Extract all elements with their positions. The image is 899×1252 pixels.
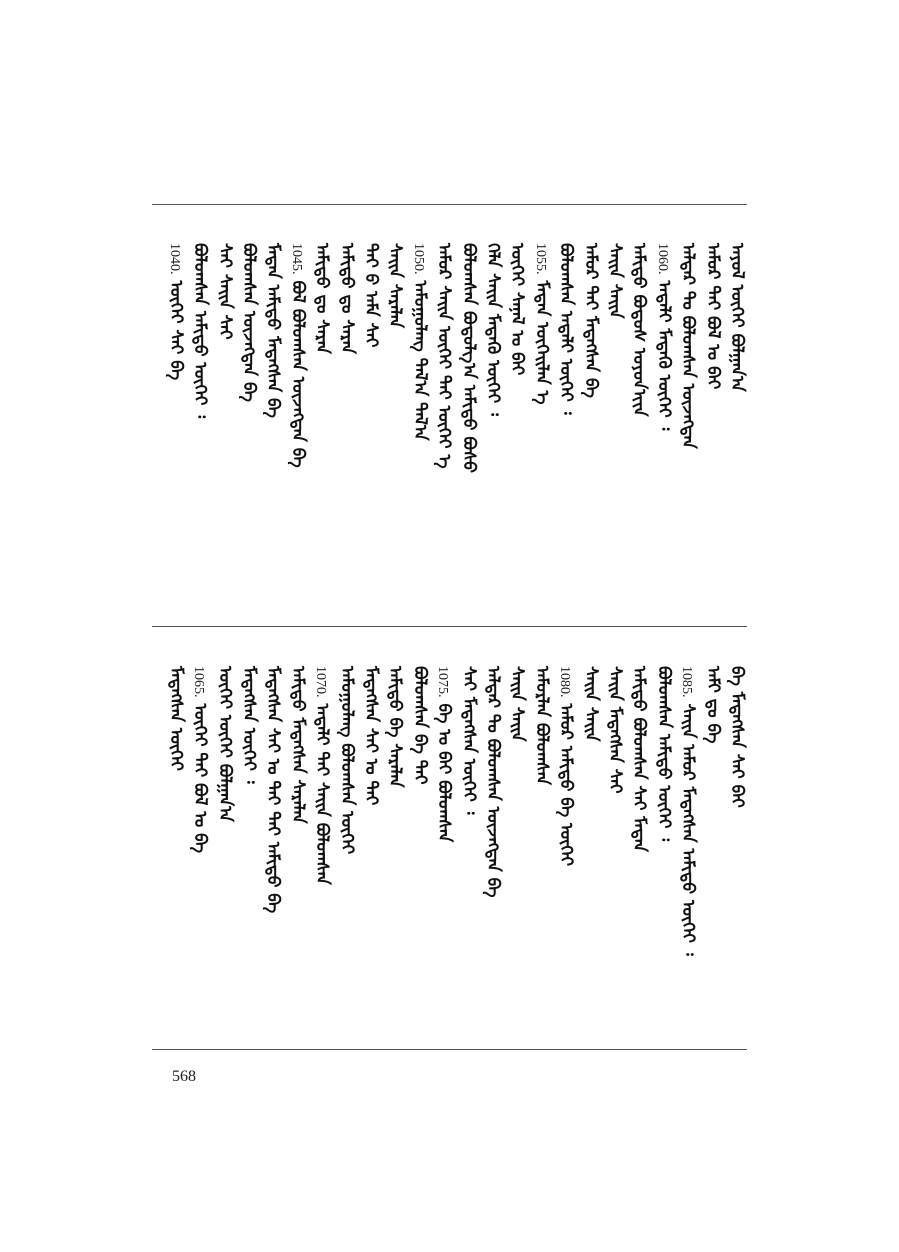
verse-text: ᠠᠮᠤᠷ ᠠᠮᠢᠳᠤ ᠪᠡ ᠦᠭᠡᠢ <box>556 703 577 867</box>
verse-text: ᠬᠡᠯᠡ ᠰᠠᠢᠨ ᠮᠡᠳᠡᠬᠦ ᠦᠭᠡᠢ ᠄ <box>483 243 503 416</box>
verse-text: ᠠᠮᠤᠷ ᠲᠠᠢ ᠪᠣᠯ ᠤ ᠪᠠᠢ <box>702 243 723 390</box>
verse-text: ᠦᠭᠡᠢ ᠰᠠᠨᠠᠯ ᠤ ᠪᠠᠢ <box>507 243 528 376</box>
top-rule <box>152 204 747 205</box>
verse-text: ᠰᠠᠢᠨ ᠠᠮᠤᠷ ᠮᠡᠳᠡᠭᠰᠡᠨ ᠠᠮᠢᠳᠤ ᠦᠭᠡᠢ ᠄ <box>678 703 699 956</box>
verse-line <box>580 666 602 741</box>
verse-text: ᠰᠠᠢᠨ ᠰᠠᠢᠨ <box>605 243 625 319</box>
verse-text: ᠮᠡᠳᠡᠭᠰᠡᠨ ᠦᠭᠡᠢ <box>165 666 186 771</box>
verse-line <box>336 666 358 854</box>
verse-text: ᠮᠡᠳᠡᠭᠰᠡᠨ ᠰᠠᠢ ᠤ ᠲᠠᠢ <box>361 666 381 806</box>
verse-line <box>628 243 650 417</box>
verse-text: ᠰᠠᠢᠨ ᠰᠠᠢᠨ <box>507 666 528 742</box>
verse-text: ᠮᠡᠳᠡᠭᠰᠡᠨ ᠰᠠᠢ ᠤ ᠲᠠᠢ ᠲᠠᠢ ᠠᠮᠢᠳᠤ ᠪᠠ <box>263 666 284 914</box>
verse-line <box>311 243 333 354</box>
verse-text: ᠮᠡᠳᠡᠭᠰᠡᠨ ᠦᠭᠡᠢ ᠄ <box>239 666 259 784</box>
verse-text: ᠲᠠᠢ ᠪ ᠠᠮᠠ ᠰᠠᠢ <box>361 243 381 348</box>
verse-text: ᠠᠳᠠᠯᠢ ᠲᠠᠢ ᠰᠠᠢᠨ ᠪᠣᠯᠤᠭᠰᠠᠨ <box>312 703 333 885</box>
line-number: 1050. <box>410 243 426 275</box>
verse-text: ᠦᠭᠡᠢ ᠰᠠᠢ ᠪᠡ <box>165 280 186 381</box>
verse-line <box>336 243 358 354</box>
verse-line <box>214 243 236 339</box>
verse-line <box>214 666 236 822</box>
verse-text: ᠪᠣᠯᠤᠭᠰᠠᠨ ᠠᠮᠢᠳᠤ ᠦᠭᠡᠢ ᠄ <box>190 243 211 419</box>
verse-line <box>604 243 626 318</box>
verse-text: ᠠᠶᠤᠯ ᠦᠭᠡᠢ ᠪᠤᠯᠭᠠᠨ᠎ᠠ <box>727 243 747 392</box>
verse-text: ᠰᠠᠢ ᠮᠡᠳᠡᠭᠰᠡᠨ ᠦᠭᠡᠢ ᠄ <box>458 666 479 815</box>
verse-line <box>311 666 333 885</box>
verse-line <box>726 243 748 392</box>
verse-line <box>506 666 528 741</box>
verse-line <box>531 243 553 405</box>
verse-line <box>384 243 406 328</box>
verse-line <box>531 666 553 785</box>
verse-text: ᠠᠮᠢᠳᠤ ᠳᠤ ᠰᠠᠷᠠᠨ <box>336 243 357 354</box>
verse-text: ᠪᠣᠯᠤᠭᠰᠠᠨ ᠪᠣᠳᠤᠯᠭ᠎ᠠ ᠠᠮᠢᠳᠤ ᠪᠤᠰᠤ <box>458 243 479 473</box>
verse-text: ᠠᠮᠢᠳᠤ ᠪᠣᠳᠤᠰ ᠣᠶᠤᠨ᠎ᠢᠢᠨ <box>629 243 650 417</box>
verse-line <box>482 666 504 898</box>
bottom-rule <box>152 1049 747 1050</box>
verse-text: ᠰᠠᠢᠨ ᠰᠠᠷᠠᠯᠠᠨ <box>385 243 406 328</box>
verse-text: ᠠᠮᠢᠳᠤ ᠪᠣᠯᠤᠭᠰᠠᠨ ᠰᠠᠢ ᠮᠡᠳᠡᠨ <box>629 666 650 852</box>
verse-line <box>702 666 724 743</box>
verse-text: ᠠᠯᠳᠠᠷ ᠲᠤ ᠪᠣᠯᠤᠭᠰᠠᠨ ᠦᠵᠡᠭᠳᠡᠨ ᠪᠡ <box>483 666 503 898</box>
verse-line <box>189 243 211 418</box>
verse-line <box>433 243 455 468</box>
verse-text: ᠠᠮᠢᠳᠤ ᠳᠤ ᠰᠠᠷᠠᠨ <box>312 243 333 354</box>
line-number: 1065. <box>191 666 207 698</box>
line-number: 1085. <box>679 666 695 698</box>
verse-text: ᠠᠮᠤᠭᠤᠯᠠᠩ ᠪᠣᠯᠤᠭᠰᠠᠨ ᠦᠭᠡᠢ <box>336 666 357 855</box>
line-number: 1060. <box>654 243 670 275</box>
verse-line <box>165 666 187 771</box>
verse-text: ᠰᠠᠢ ᠰᠠᠢᠨ ᠰᠠᠢ <box>214 243 235 340</box>
verse-line <box>580 243 602 398</box>
middle-rule <box>152 626 747 627</box>
verse-line <box>604 666 626 794</box>
verse-line <box>238 666 260 784</box>
verse-line <box>360 666 382 805</box>
line-number: 1040. <box>166 243 182 275</box>
verse-text: ᠠᠳᠠᠯᠢ ᠮᠡᠳᠡᠬᠦ ᠦᠭᠡᠢ ᠄ <box>653 280 674 431</box>
verse-text: ᠪᠣᠯᠤᠭᠰᠠᠨ ᠠᠳᠠᠯᠢ ᠦᠭᠡᠢ ᠄ <box>556 243 577 415</box>
verse-text: ᠦᠭᠡᠢ ᠲᠠᠢ ᠪᠣᠯ ᠤ ᠪᠡ <box>190 703 211 853</box>
verse-line <box>238 243 260 402</box>
verse-line <box>409 666 431 785</box>
verse-line <box>677 666 699 956</box>
verse-line <box>384 666 406 788</box>
verse-line <box>458 243 480 473</box>
verse-text: ᠰᠠᠢᠨ ᠮᠡᠳᠡᠭᠰᠡᠨ ᠰᠠᠢ <box>605 666 625 794</box>
verse-line <box>628 666 650 852</box>
verse-text: ᠪᠣᠯ ᠪᠣᠯᠤᠭᠰᠠᠨ ᠦᠵᠡᠭᠳᠡᠨ ᠪᠡ <box>287 280 308 468</box>
verse-line <box>506 243 528 375</box>
verse-line <box>726 666 748 808</box>
verse-line <box>702 243 724 389</box>
page-number: 568 <box>172 1068 196 1085</box>
verse-text: ᠪᠡ ᠮᠡᠳᠡᠭᠰᠡᠨ ᠰᠠᠢ ᠪᠠᠢ <box>727 666 747 808</box>
verse-line <box>360 243 382 347</box>
verse-text: ᠪᠡ ᠤ ᠪᠠᠢ ᠪᠣᠯᠤᠭᠰᠠᠨ <box>434 703 455 843</box>
verse-line <box>482 243 504 416</box>
verse-text: ᠦᠭᠡᠢ ᠦᠭᠡᠢ ᠪᠤᠯᠭᠠᠨ᠎ᠠ <box>214 666 235 822</box>
verse-line <box>677 243 699 449</box>
verse-text: ᠪᠣᠯᠤᠭᠰᠠᠨ ᠪᠠ ᠲᠠᠢ <box>409 666 430 785</box>
verse-text: ᠠᠮᠤᠷᠯᠠᠨ ᠪᠣᠯᠤᠭᠰᠠᠨ <box>531 666 552 785</box>
verse-text: ᠪᠣᠯᠤᠭᠰᠠᠨ ᠦᠵᠡᠭᠳᠡᠨ ᠪᠡ <box>239 243 259 402</box>
verse-line <box>165 243 187 380</box>
line-number: 1070. <box>313 666 329 698</box>
verse-text: ᠪᠣᠯᠤᠭᠰᠠᠨ ᠠᠮᠢᠳᠤ ᠦᠭᠡᠢ ᠄ <box>653 666 674 842</box>
verse-text: ᠮᠡᠳᠡᠨ ᠠᠮᠢᠳᠤ ᠮᠡᠳᠡᠭᠰᠡᠨ ᠪᠠ <box>263 243 284 418</box>
verse-line <box>262 666 284 913</box>
verse-line <box>409 243 431 441</box>
verse-line <box>287 243 309 468</box>
verse-line <box>555 666 577 866</box>
verse-text: ᠠᠮᠤᠷ ᠲᠠᠢ ᠮᠡᠳᠡᠭᠰᠡᠨ ᠪᠡ <box>580 243 601 398</box>
verse-line <box>287 666 309 824</box>
verse-text: ᠠᠮᠢᠳᠤ ᠮᠡᠳᠡᠭᠰᠡᠨ ᠰᠠᠷᠠᠯᠠᠨ <box>287 666 308 824</box>
verse-line <box>189 666 211 853</box>
verse-text: ᠠᠯᠳᠠᠷ ᠲᠤ ᠪᠣᠯᠤᠭᠰᠠᠨ ᠦᠵᠡᠭᠳᠡᠨ <box>678 243 699 449</box>
verse-line <box>653 243 675 430</box>
verse-text: ᠠᠮᠤᠭᠤᠯᠠᠩ ᠲᠠᠯ᠎ᠠ ᠲᠠᠯ᠎ᠠ <box>409 280 430 441</box>
line-number: 1045. <box>288 243 304 275</box>
verse-line <box>458 666 480 815</box>
verse-line <box>433 666 455 842</box>
verse-text: ᠠᠮᠢ ᠳᠤ ᠪᠠ <box>702 666 723 744</box>
verse-text: ᠰᠠᠢᠨ ᠰᠠᠢᠨ <box>580 666 601 742</box>
verse-text: ᠮᠡᠳᠡᠨ ᠦᠭᠡᠢᠯᠡᠨ ᠡ <box>531 280 552 405</box>
verse-line <box>555 243 577 415</box>
verse-line <box>653 666 675 841</box>
verse-text: ᠠᠮᠢᠳᠤ ᠪᠠ ᠰᠠᠷᠠᠯᠠᠨ <box>385 666 406 788</box>
line-number: 1075. <box>435 666 451 698</box>
verse-line <box>262 243 284 418</box>
verse-text: ᠠᠮᠤᠷ ᠰᠠᠢᠨ ᠦᠭᠡᠢ ᠲᠠᠢ ᠦᠭᠡᠢ ᠡ <box>434 243 455 469</box>
line-number: 1080. <box>557 666 573 698</box>
line-number: 1055. <box>532 243 548 275</box>
